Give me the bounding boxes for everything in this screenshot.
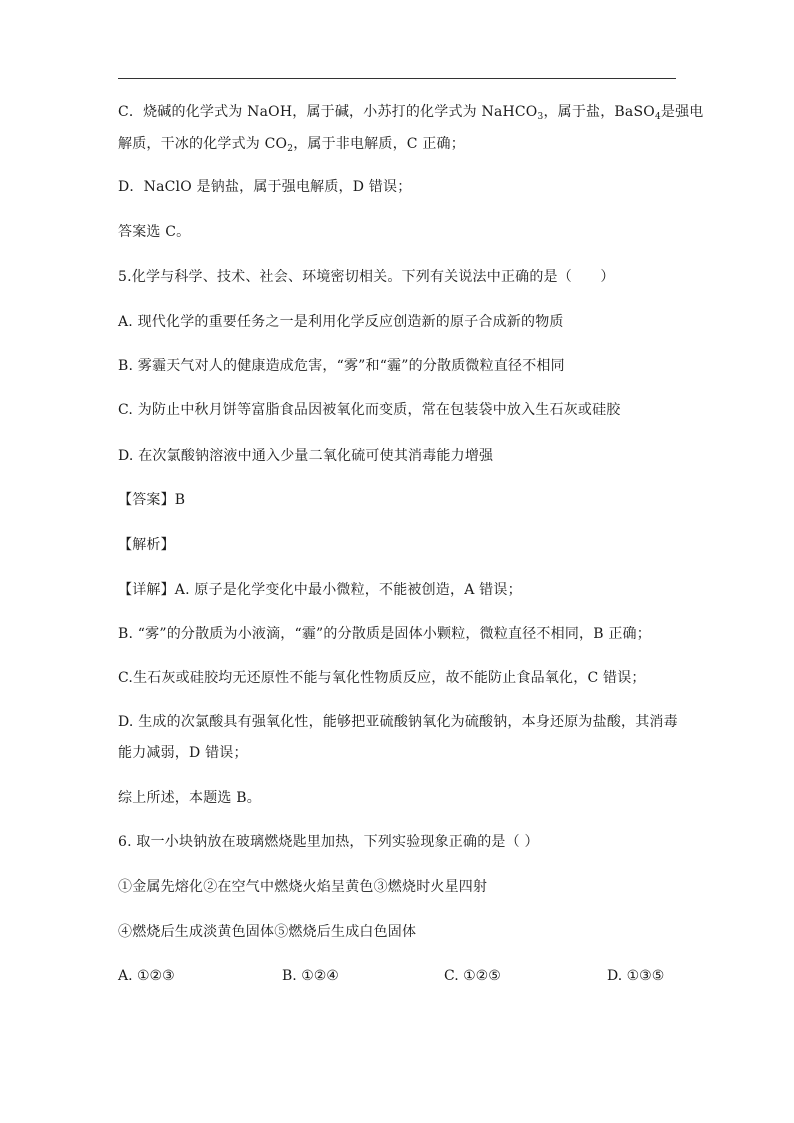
- prev-solution-c-line1: C．烧碱的化学式为 NaOH，属于碱，小苏打的化学式为 NaHCO$_3$，属于盐，BaSO$_4$是强电: [118, 104, 704, 122]
- q5-summary: 综上所述，本题选 B。: [118, 790, 261, 806]
- q5-detail-b: B. “雾”的分散质为小液滴，“霾”的分散质是固体小颗粒，微粒直径不相同，B 正确；: [118, 626, 651, 642]
- q5-option-d: D. 在次氯酸钠溶液中通入少量二氧化硫可使其消毒能力增强: [118, 448, 494, 464]
- q6-option-c: C. ①②⑤: [444, 968, 501, 984]
- header-rule: [118, 78, 676, 79]
- q5-option-c: C. 为防止中秋月饼等富脂食品因被氧化而变质，常在包装袋中放入生石灰或硅胶: [118, 402, 621, 418]
- q5-detail-d-line1: D. 生成的次氯酸具有强氧化性，能够把亚硫酸钠氧化为硫酸钠，本身还原为盐酸，其消毒: [118, 714, 678, 730]
- q5-detail-c: C.生石灰或硅胶均无还原性不能与氧化性物质反应，故不能防止食品氧化，C 错误；: [118, 670, 646, 686]
- q5-answer: 【答案】B: [118, 492, 186, 508]
- q6-statement-line1: ①金属先熔化②在空气中燃烧火焰呈黄色③燃烧时火星四射: [118, 879, 488, 895]
- prev-solution-d: D．NaClO 是钠盐，属于强电解质，D 错误；: [118, 179, 412, 195]
- q5-option-b: B. 雾霾天气对人的健康造成危害，“雾”和“霾”的分散质微粒直径不相同: [118, 358, 565, 374]
- q6-option-b: B. ①②④: [282, 968, 339, 984]
- prev-solution-c-line2: 解质，干冰的化学式为 $CO_2$，属于非电解质，C 正确；: [118, 136, 465, 154]
- q6-option-a: A. ①②③: [118, 968, 175, 984]
- q5-stem: 5.化学与科学、技术、社会、环境密切相关。下列有关说法中正确的是（ ）: [118, 269, 615, 285]
- q5-detail-d-line2: 能力减弱，D 错误；: [118, 745, 248, 761]
- q6-statement-line2: ④燃烧后生成淡黄色固体⑤燃烧后生成白色固体: [118, 924, 417, 940]
- q5-detail-a: 【详解】A. 原子是化学变化中最小微粒，不能被创造，A 错误；: [118, 582, 522, 598]
- q6-option-d: D. ①③⑤: [607, 968, 665, 984]
- q5-option-a: A. 现代化学的重要任务之一是利用化学反应创造新的原子合成新的物质: [118, 314, 564, 330]
- q6-stem: 6. 取一小块钠放在玻璃燃烧匙里加热，下列实验现象正确的是（ ）: [118, 834, 539, 850]
- q5-analysis-title: 【解析】: [118, 537, 175, 553]
- prev-answer: 答案选 C。: [118, 224, 191, 240]
